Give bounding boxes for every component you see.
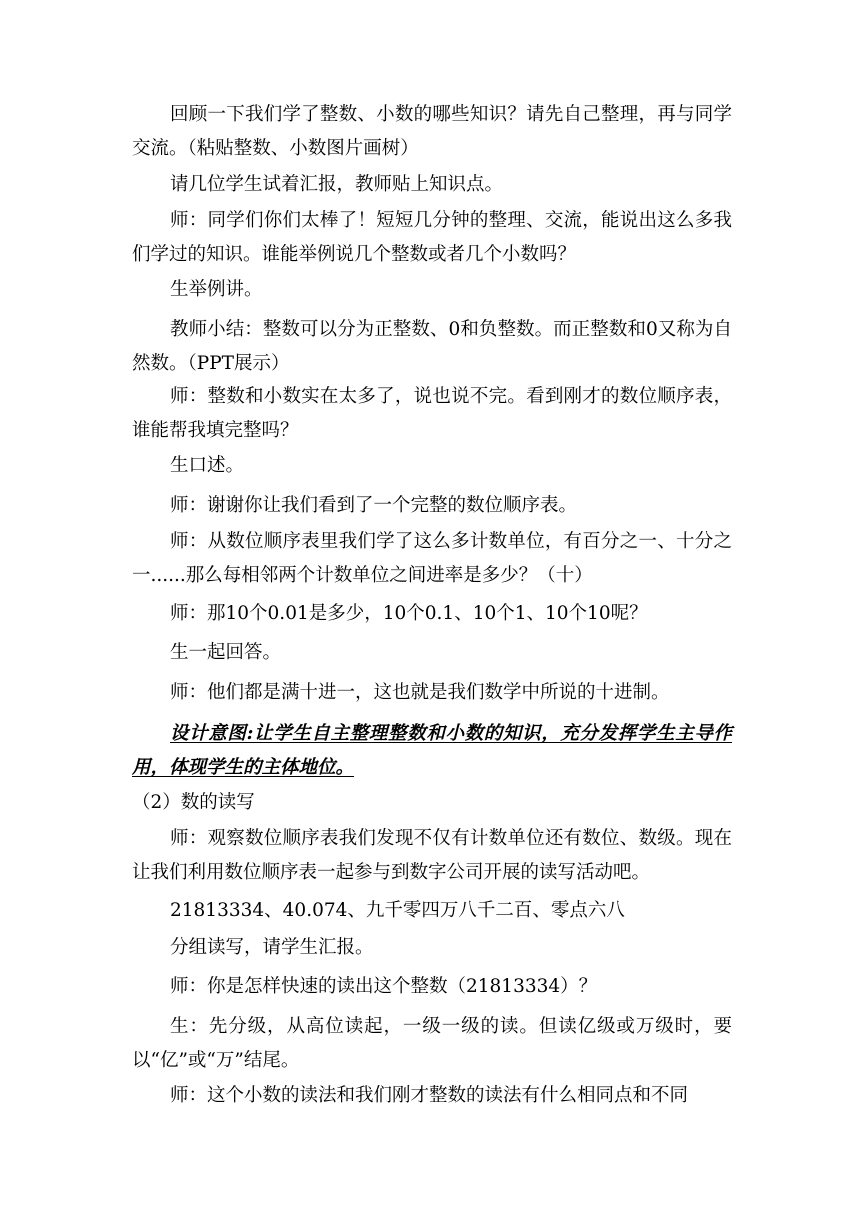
paragraph-counting-units: 师：从数位顺序表里我们学了这么多计数单位，有百分之一、十分之一......那么每相邻两个计数单位之间进率是多少？（十） (132, 531, 732, 586)
paragraph-student-examples: 生举例讲。 (170, 279, 263, 300)
paragraph-student-report: 请几位学生试着汇报，教师贴上知识点。 (170, 174, 504, 195)
paragraph-teacher-praise: 师：同学们你们太棒了！短短几分钟的整理、交流，能说出这么多我们学过的知识。谁能举例说几个整数或者几个小数吗？ (132, 210, 732, 265)
paragraph-observe-table: 师：观察数位顺序表我们发现不仅有计数单位还有数位、数级。现在让我们利用数位顺序表一起参与到数字公司开展的读写活动吧。 (132, 828, 732, 883)
paragraph-teacher-compare: 师：这个小数的读法和我们刚才整数的读法有什么相同点和不同 (170, 1085, 689, 1106)
paragraph-teacher-question: 师：那10个0.01是多少，10个0.1、10个1、10个10呢？ (170, 603, 648, 624)
paragraph-decimal-system: 师：他们都是满十进一，这也就是我们数学中所说的十进制。 (170, 682, 670, 703)
paragraph-teacher-summary: 教师小结：整数可以分为正整数、0和负整数。而正整数和0又称为自然数。（PPT展示） (132, 319, 732, 374)
paragraph-group-reading: 分组读写，请学生汇报。 (170, 937, 374, 958)
section-heading-read-write: （2）数的读写 (132, 792, 255, 813)
paragraph-number-examples: 21813334、40.074、九千零四万八千二百、零点六八 (170, 900, 625, 921)
paragraph-student-oral: 生口述。 (170, 455, 245, 476)
paragraph-review-question: 回顾一下我们学了整数、小数的哪些知识？请先自己整理，再与同学交流。（粘贴整数、小数图片画树） (132, 104, 732, 159)
paragraph-students-answer: 生一起回答。 (170, 642, 282, 663)
paragraph-place-value-table: 师：整数和小数实在太多了，说也说不完。看到刚才的数位顺序表，谁能帮我填完整吗？ (132, 386, 732, 441)
design-intent-note: 设计意图:让学生自主整理整数和小数的知识，充分发挥学生主导作用，体现学生的主体地位。 (132, 723, 732, 778)
paragraph-student-method: 生：先分级，从高位读起，一级一级的读。但读亿级或万级时，要以“亿”或“万”结尾。 (132, 1016, 732, 1071)
paragraph-teacher-how-read: 师：你是怎样快速的读出这个整数（21813334）？ (170, 976, 598, 997)
paragraph-teacher-thanks: 师：谢谢你让我们看到了一个完整的数位顺序表。 (170, 495, 578, 516)
